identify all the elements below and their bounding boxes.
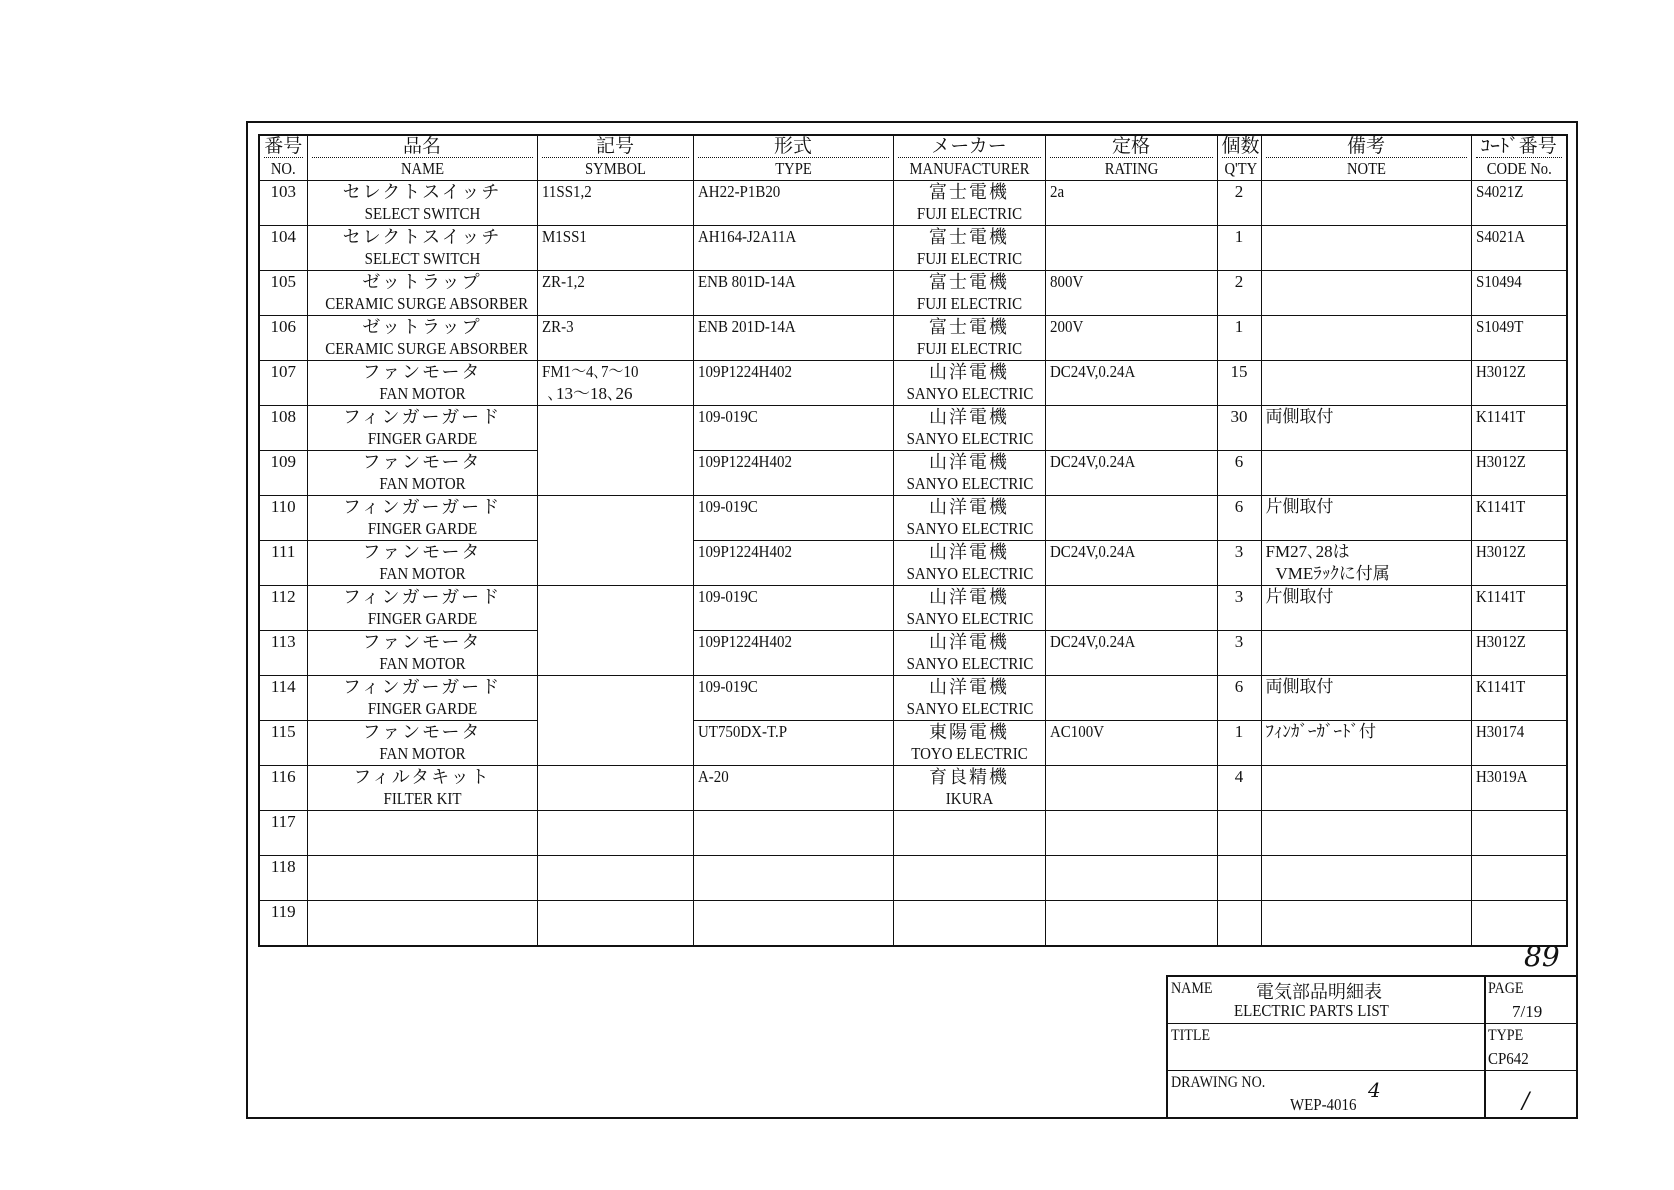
page-label: PAGE [1488, 980, 1524, 997]
row-code [1471, 856, 1567, 901]
row-qty [1217, 811, 1261, 856]
row-rating [1045, 676, 1217, 721]
row-rating-value: DC24V,0.24A [1049, 632, 1135, 651]
row-type-value: 109P1224H402 [697, 542, 792, 561]
row-mfr-en: FUJI ELECTRIC [916, 339, 1022, 358]
row-note [1261, 856, 1471, 901]
row-code [1471, 226, 1567, 271]
row-note [1261, 271, 1471, 316]
row-rating-value: 2a [1049, 182, 1064, 201]
row-note [1261, 631, 1471, 676]
row-qty [1217, 856, 1261, 901]
title-label: TITLE [1171, 1027, 1211, 1044]
row-qty: 30 [1217, 406, 1261, 451]
parts-table [258, 134, 1568, 947]
row-no: 116 [259, 766, 307, 811]
row-code [1471, 451, 1567, 496]
row-mfr-jp: 富士電機 [929, 317, 1009, 337]
row-qty: 6 [1217, 676, 1261, 721]
row-code [1471, 361, 1567, 406]
header-no: 番号 NO. [259, 135, 307, 181]
row-mfr-jp: 山洋電機 [929, 452, 1009, 472]
row-manufacturer [893, 181, 1045, 226]
table-row [259, 676, 1567, 721]
row-qty: 3 [1217, 631, 1261, 676]
row-symbol [537, 856, 693, 901]
row-rating [1045, 271, 1217, 316]
row-rating [1045, 541, 1217, 586]
row-rating [1045, 901, 1217, 947]
row-symbol [537, 181, 693, 226]
table-row [259, 856, 1567, 901]
row-name-jp: フィンガーガード [342, 587, 502, 607]
row-type [693, 721, 893, 766]
row-qty: 4 [1217, 766, 1261, 811]
handwritten-mark: 89 [1524, 940, 1560, 973]
row-name [307, 451, 537, 496]
row-mfr-en: TOYO ELECTRIC [910, 744, 1028, 763]
row-qty: 1 [1217, 316, 1261, 361]
header-qty: 個数 Q'TY [1217, 135, 1261, 181]
row-manufacturer [893, 631, 1045, 676]
row-type [693, 226, 893, 271]
row-note [1261, 316, 1471, 361]
row-code [1471, 631, 1567, 676]
row-type [693, 181, 893, 226]
row-no: 115 [259, 721, 307, 766]
row-mfr-jp: 山洋電機 [929, 362, 1009, 382]
row-mfr-jp: 山洋電機 [929, 497, 1009, 517]
row-symbol [537, 361, 693, 406]
row-symbol-line1: ZR-3 [541, 317, 574, 336]
row-mfr-en: SANYO ELECTRIC [906, 654, 1033, 673]
row-no: 107 [259, 361, 307, 406]
row-mfr-en: SANYO ELECTRIC [906, 519, 1033, 538]
row-manufacturer [893, 586, 1045, 631]
row-no: 103 [259, 181, 307, 226]
row-rating [1045, 811, 1217, 856]
table-row [259, 406, 1567, 451]
row-name-jp: ファンモータ [362, 542, 482, 562]
row-mfr-en: SANYO ELECTRIC [906, 699, 1033, 718]
row-manufacturer [893, 406, 1045, 451]
row-type-value: 109P1224H402 [697, 362, 792, 381]
row-manufacturer [893, 541, 1045, 586]
row-manufacturer [893, 901, 1045, 947]
header-code: ｺｰﾄﾞ番号 CODE No. [1471, 135, 1567, 181]
row-symbol [537, 406, 693, 496]
row-note [1261, 451, 1471, 496]
row-code [1471, 496, 1567, 541]
row-qty: 15 [1217, 361, 1261, 406]
row-type [693, 271, 893, 316]
row-no: 104 [259, 226, 307, 271]
row-no: 109 [259, 451, 307, 496]
last-cell-mark: / [1522, 1089, 1530, 1114]
row-rating [1045, 766, 1217, 811]
row-manufacturer [893, 721, 1045, 766]
table-row [259, 496, 1567, 541]
row-type [693, 451, 893, 496]
row-qty: 2 [1217, 271, 1261, 316]
header-name: 品名 NAME [307, 135, 537, 181]
row-manufacturer [893, 361, 1045, 406]
row-type [693, 406, 893, 451]
row-manufacturer [893, 766, 1045, 811]
row-name-en: FAN MOTOR [378, 654, 466, 673]
table-row [259, 721, 1567, 766]
row-type-value: AH164-J2A11A [697, 227, 796, 246]
row-code-value: H3012Z [1475, 632, 1526, 651]
row-note-line2: VMEﾗｯｸに付属 [1275, 564, 1390, 583]
drawing-no-correction: 4 [1368, 1078, 1381, 1102]
row-note [1261, 811, 1471, 856]
row-mfr-jp: 富士電機 [929, 182, 1009, 202]
row-name-en: CERAMIC SURGE ABSORBER [324, 294, 528, 313]
row-code-value: S10494 [1475, 272, 1522, 291]
row-mfr-jp: 山洋電機 [929, 407, 1009, 427]
row-type-value: 109-019C [697, 677, 758, 696]
type-value: CP642 [1488, 1049, 1529, 1068]
row-type [693, 811, 893, 856]
row-code-value: K1141T [1475, 407, 1525, 426]
row-symbol-line1: M1SS1 [541, 227, 587, 246]
row-code [1471, 316, 1567, 361]
row-note [1261, 676, 1471, 721]
row-name [307, 316, 537, 361]
row-rating-value: DC24V,0.24A [1049, 542, 1135, 561]
row-type-value: A-20 [697, 767, 729, 786]
row-name-en: FAN MOTOR [378, 564, 466, 583]
row-type-value: 109-019C [697, 407, 758, 426]
table-row [259, 451, 1567, 496]
row-type [693, 541, 893, 586]
row-name-jp: ファンモータ [362, 722, 482, 742]
row-name-jp: フィンガーガード [342, 677, 502, 697]
type-label: TYPE [1488, 1027, 1524, 1044]
row-name-en: FINGER GARDE [367, 519, 477, 538]
row-rating [1045, 406, 1217, 451]
row-name-jp: ファンモータ [362, 632, 482, 652]
row-mfr-en: SANYO ELECTRIC [906, 474, 1033, 493]
row-rating [1045, 496, 1217, 541]
row-symbol-line1: 11SS1,2 [541, 182, 592, 201]
table-row [259, 631, 1567, 676]
row-note [1261, 721, 1471, 766]
row-manufacturer [893, 811, 1045, 856]
row-symbol-line1: ZR-1,2 [541, 272, 585, 291]
row-manufacturer [893, 451, 1045, 496]
row-type-value: UT750DX-T.P [697, 722, 787, 741]
row-type [693, 586, 893, 631]
row-no: 108 [259, 406, 307, 451]
row-note [1261, 586, 1471, 631]
row-name [307, 766, 537, 811]
row-name-en: SELECT SWITCH [364, 249, 480, 268]
name-en: ELECTRIC PARTS LIST [1234, 1001, 1389, 1020]
row-symbol [537, 766, 693, 811]
row-name [307, 586, 537, 631]
row-mfr-jp: 山洋電機 [929, 632, 1009, 652]
header-row [259, 135, 1567, 181]
row-type-value: ENB 201D-14A [697, 317, 796, 336]
row-type-value: AH22-P1B20 [697, 182, 780, 201]
row-mfr-en: SANYO ELECTRIC [906, 609, 1033, 628]
row-name [307, 496, 537, 541]
row-name-jp: ファンモータ [362, 362, 482, 382]
row-type [693, 631, 893, 676]
row-note [1261, 901, 1471, 947]
title-block [1166, 975, 1578, 1119]
header-note: 備考 NOTE [1261, 135, 1471, 181]
row-rating [1045, 316, 1217, 361]
table-row [259, 766, 1567, 811]
row-type [693, 361, 893, 406]
row-no: 105 [259, 271, 307, 316]
table-row [259, 811, 1567, 856]
row-symbol [537, 676, 693, 766]
row-qty: 6 [1217, 496, 1261, 541]
row-name-en: FAN MOTOR [378, 474, 466, 493]
row-no: 113 [259, 631, 307, 676]
row-manufacturer [893, 856, 1045, 901]
row-qty: 3 [1217, 586, 1261, 631]
header-symbol: 記号 SYMBOL [537, 135, 693, 181]
row-rating-value: AC100V [1049, 722, 1104, 741]
row-mfr-en: SANYO ELECTRIC [906, 429, 1033, 448]
name-label: NAME [1171, 980, 1213, 997]
row-symbol [537, 586, 693, 676]
row-code [1471, 811, 1567, 856]
row-type-value: 109P1224H402 [697, 452, 792, 471]
row-name-jp: ゼットラップ [362, 317, 482, 337]
row-type [693, 496, 893, 541]
row-name-en: FILTER KIT [383, 789, 461, 808]
row-code [1471, 406, 1567, 451]
row-name-jp: フィンガーガード [342, 497, 502, 517]
row-code [1471, 676, 1567, 721]
row-qty: 6 [1217, 451, 1261, 496]
row-symbol-line1: FM1～4､7～10 [541, 362, 638, 381]
row-no: 106 [259, 316, 307, 361]
row-rating [1045, 181, 1217, 226]
row-rating [1045, 631, 1217, 676]
row-name [307, 901, 537, 947]
row-code [1471, 271, 1567, 316]
row-type [693, 901, 893, 947]
row-note-line1: 両側取付 [1265, 677, 1334, 696]
row-mfr-jp: 山洋電機 [929, 677, 1009, 697]
row-mfr-jp: 山洋電機 [929, 587, 1009, 607]
row-manufacturer [893, 226, 1045, 271]
row-name-jp: フィルタキット [353, 767, 491, 787]
row-note [1261, 406, 1471, 451]
row-type-value: ENB 801D-14A [697, 272, 796, 291]
header-type: 形式 TYPE [693, 135, 893, 181]
row-mfr-jp: 富士電機 [929, 227, 1009, 247]
row-code [1471, 721, 1567, 766]
row-name [307, 541, 537, 586]
row-code [1471, 586, 1567, 631]
row-manufacturer [893, 271, 1045, 316]
row-mfr-en: SANYO ELECTRIC [906, 564, 1033, 583]
row-rating [1045, 361, 1217, 406]
row-qty [1217, 901, 1261, 947]
row-symbol [537, 226, 693, 271]
row-name-jp: ゼットラップ [362, 272, 482, 292]
row-qty: 1 [1217, 721, 1261, 766]
row-note [1261, 226, 1471, 271]
row-type-value: 109P1224H402 [697, 632, 792, 651]
row-name [307, 361, 537, 406]
table-row [259, 181, 1567, 226]
row-rating [1045, 721, 1217, 766]
row-note [1261, 766, 1471, 811]
table-row [259, 541, 1567, 586]
row-mfr-jp: 東陽電機 [929, 722, 1009, 742]
row-rating-value: 800V [1049, 272, 1083, 291]
row-code-value: H30174 [1475, 722, 1524, 741]
row-note-line1: ﾌｨﾝｶﾞｰｶﾞｰﾄﾞ付 [1265, 722, 1376, 741]
row-note-line1: 両側取付 [1265, 407, 1334, 426]
row-mfr-en: FUJI ELECTRIC [916, 294, 1022, 313]
row-name [307, 406, 537, 451]
header-manufacturer: メーカー MANUFACTURER [893, 135, 1045, 181]
table-row [259, 361, 1567, 406]
row-mfr-en: IKURA [945, 789, 993, 808]
row-no: 119 [259, 901, 307, 947]
row-name-en: FINGER GARDE [367, 429, 477, 448]
row-name [307, 676, 537, 721]
row-no: 112 [259, 586, 307, 631]
table-row [259, 316, 1567, 361]
row-name [307, 271, 537, 316]
row-rating-value: DC24V,0.24A [1049, 452, 1135, 471]
row-no: 117 [259, 811, 307, 856]
row-name [307, 811, 537, 856]
parts-body [259, 181, 1567, 947]
row-qty: 2 [1217, 181, 1261, 226]
table-row [259, 271, 1567, 316]
drawing-no-label: DRAWING NO. [1171, 1074, 1266, 1091]
row-symbol-line2: ､13～18､26 [547, 384, 633, 403]
row-name [307, 226, 537, 271]
row-name-jp: セレクトスイッチ [342, 227, 502, 247]
row-code [1471, 181, 1567, 226]
row-code [1471, 766, 1567, 811]
row-code-value: K1141T [1475, 587, 1525, 606]
row-qty: 3 [1217, 541, 1261, 586]
row-code-value: H3019A [1475, 767, 1528, 786]
row-mfr-jp: 富士電機 [929, 272, 1009, 292]
row-type-value: 109-019C [697, 497, 758, 516]
row-no: 111 [259, 541, 307, 586]
row-rating-value: DC24V,0.24A [1049, 362, 1135, 381]
row-type-value: 109-019C [697, 587, 758, 606]
row-manufacturer [893, 316, 1045, 361]
row-mfr-jp: 山洋電機 [929, 542, 1009, 562]
row-symbol [537, 901, 693, 947]
row-mfr-en: FUJI ELECTRIC [916, 204, 1022, 223]
row-code-value: H3012Z [1475, 542, 1526, 561]
row-name-en: FAN MOTOR [378, 744, 466, 763]
table-row [259, 901, 1567, 947]
row-note [1261, 361, 1471, 406]
row-note-line1: 片側取付 [1265, 587, 1334, 606]
row-mfr-jp: 育良精機 [929, 767, 1009, 787]
row-name [307, 721, 537, 766]
row-manufacturer [893, 496, 1045, 541]
row-note [1261, 181, 1471, 226]
row-no: 118 [259, 856, 307, 901]
row-rating [1045, 451, 1217, 496]
row-rating [1045, 226, 1217, 271]
row-rating [1045, 856, 1217, 901]
row-type [693, 766, 893, 811]
row-code-value: S1049T [1475, 317, 1523, 336]
row-code-value: S4021A [1475, 227, 1525, 246]
header-rating: 定格 RATING [1045, 135, 1217, 181]
row-no: 110 [259, 496, 307, 541]
name-jp: 電気部品明細表 [1256, 982, 1382, 1002]
row-name-jp: フィンガーガード [342, 407, 502, 427]
row-note [1261, 541, 1471, 586]
row-symbol [537, 316, 693, 361]
row-name-jp: セレクトスイッチ [342, 182, 502, 202]
row-note [1261, 496, 1471, 541]
row-symbol [537, 496, 693, 586]
row-qty: 1 [1217, 226, 1261, 271]
row-symbol [537, 811, 693, 856]
row-type [693, 676, 893, 721]
row-mfr-en: FUJI ELECTRIC [916, 249, 1022, 268]
row-type [693, 856, 893, 901]
row-code-value: H3012Z [1475, 362, 1526, 381]
row-mfr-en: SANYO ELECTRIC [906, 384, 1033, 403]
row-name-jp: ファンモータ [362, 452, 482, 472]
row-rating-value: 200V [1049, 317, 1083, 336]
row-code-value: K1141T [1475, 677, 1525, 696]
row-name [307, 631, 537, 676]
row-manufacturer [893, 676, 1045, 721]
drawing-no-value: WEP-4016 [1290, 1095, 1357, 1114]
row-name-en: FINGER GARDE [367, 609, 477, 628]
row-code-value: H3012Z [1475, 452, 1526, 471]
row-code-value: S4021Z [1475, 182, 1523, 201]
row-symbol [537, 271, 693, 316]
page-value: 7/19 [1512, 1002, 1543, 1021]
row-name [307, 181, 537, 226]
row-type [693, 316, 893, 361]
table-row [259, 226, 1567, 271]
row-name-en: FINGER GARDE [367, 699, 477, 718]
row-code-value: K1141T [1475, 497, 1525, 516]
row-name [307, 856, 537, 901]
table-row [259, 586, 1567, 631]
row-rating [1045, 586, 1217, 631]
row-note-line1: 片側取付 [1265, 497, 1334, 516]
row-note-line1: FM27､28は [1265, 542, 1350, 561]
row-name-en: SELECT SWITCH [364, 204, 480, 223]
row-name-en: CERAMIC SURGE ABSORBER [324, 339, 528, 358]
row-code [1471, 541, 1567, 586]
row-name-en: FAN MOTOR [378, 384, 466, 403]
row-no: 114 [259, 676, 307, 721]
